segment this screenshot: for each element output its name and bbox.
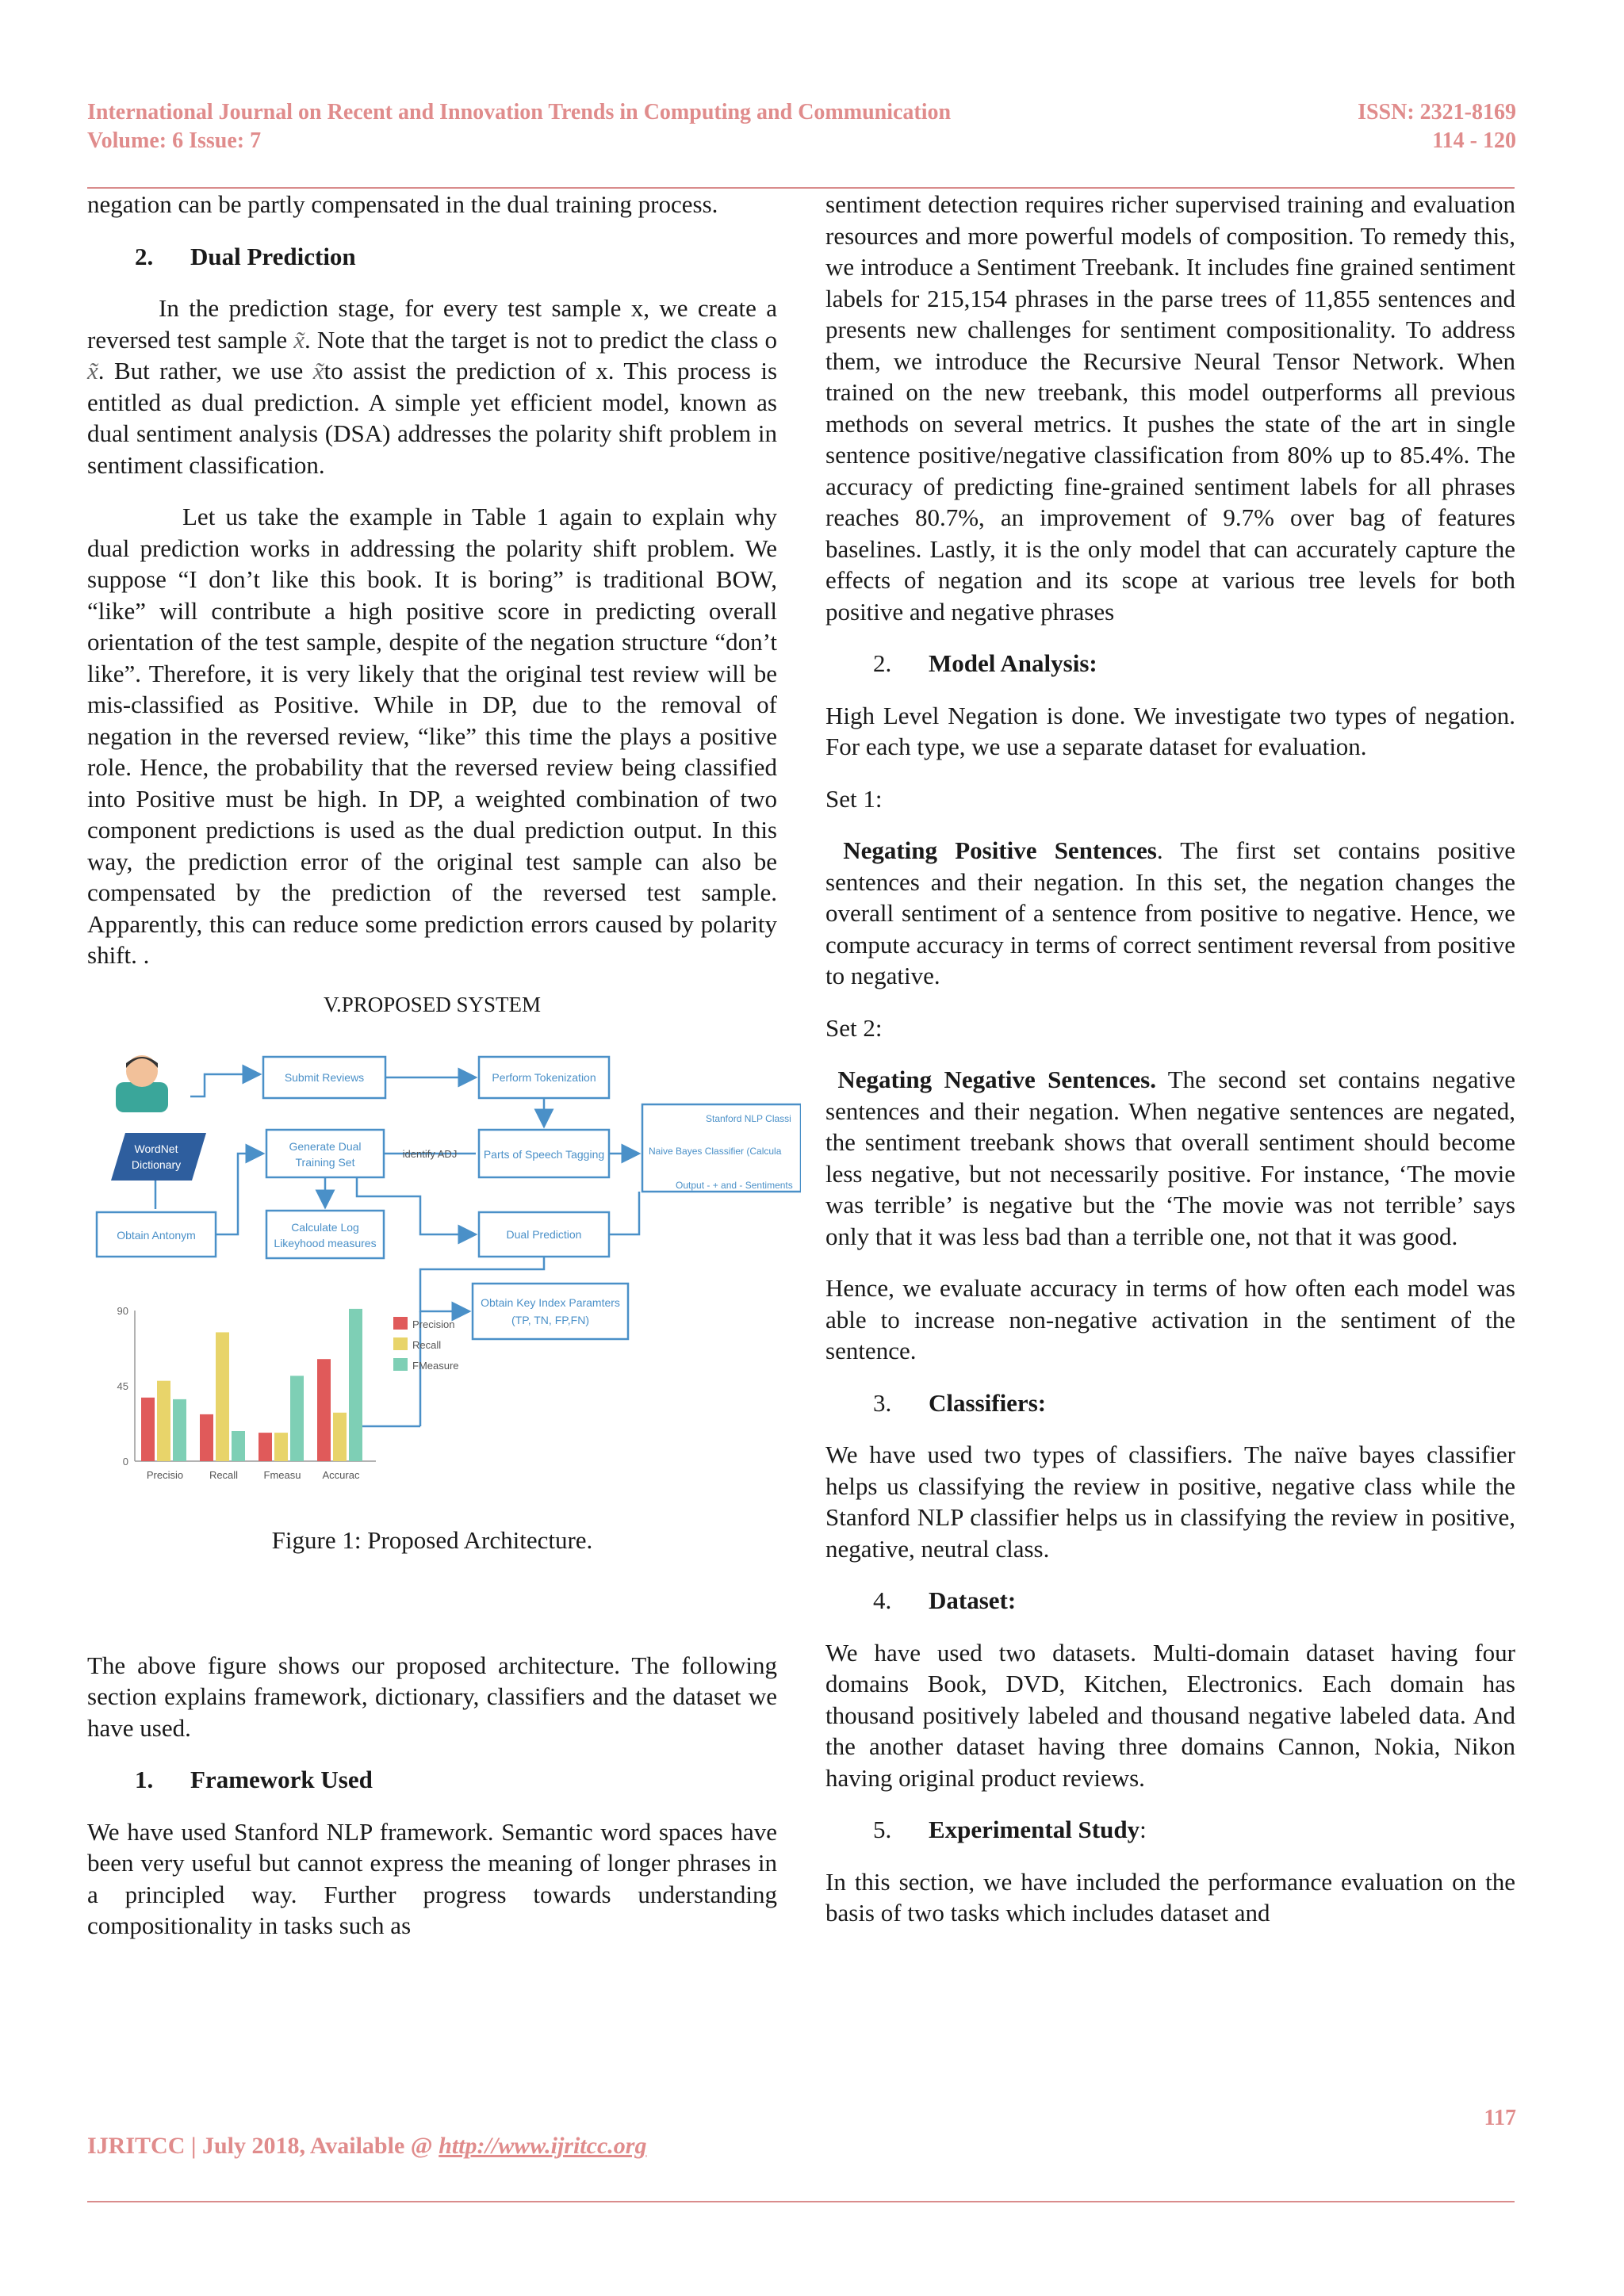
bar-recall-1 [216, 1332, 229, 1461]
set-2-label: Set 2: [825, 1013, 883, 1042]
legend-label: Precision [412, 1318, 455, 1330]
bar-recall-2 [274, 1433, 288, 1461]
journal-issn-block [1358, 98, 1516, 155]
svg-text:Calculate Log: Calculate Log [291, 1220, 359, 1234]
math-x-tilde: x̃ [293, 325, 305, 354]
subsection-heading-model-analysis: 2. Model Analysis: [873, 649, 1097, 677]
figure-caption: Figure 1: Proposed Architecture. [271, 1525, 593, 1554]
bar-precision-0 [141, 1397, 155, 1460]
legend-swatch [393, 1337, 408, 1350]
page-number: 117 [1484, 2106, 1516, 2130]
y-tick-label: 0 [122, 1455, 128, 1468]
calc-log-box [266, 1211, 384, 1258]
bar-precision-2 [259, 1433, 272, 1461]
x-tick-label: Fmeasu [263, 1468, 301, 1481]
legend-label: Recall [412, 1338, 442, 1351]
legend-label: FMeasure [412, 1359, 459, 1372]
paragraph-experimental: In this section, we have included the performance evaluation on the basis of two tasks which includes dataset and [825, 1867, 1515, 1927]
journal-link[interactable]: http://www.ijritcc.org [439, 2133, 647, 2159]
svg-text:Output - + and - Sentiments: Output - + and - Sentiments [676, 1179, 793, 1191]
paragraph: negation can be partly compensated in the dual training process. [87, 190, 718, 218]
subsection-heading-classifiers: 3. Classifiers: [873, 1388, 1047, 1417]
paragraph-example: Let us take the example in Table 1 again to explain why dual prediction works in addressing the polarity shift problem. We suppose “I don’t like this book. It is boring” is traditional BOW, “like” will contribute a high positive score in predicting overall orientation of the test sample, despite of the negation structure “don’t like”. Therefore, it is very likely that the original test review will be mis-classified as Positive. While in DP, due to the removal of negation in the reversed review, “like” this time the plays a positive role. Hence, the probability that the reversed review being classified into Positive must be high. In DP, a weighted combination of two component predictions is used as the dual prediction output. In this way, the prediction error of the original test sample can also be compensated by the prediction of the reversed test sample. Apparently, this can reduce some prediction errors caused by polarity shift. . [87, 503, 777, 969]
paragraph-architecture: The above figure shows our proposed architecture. The following section explains framework, dictionary, classifiers and the dataset we have used. [87, 1651, 777, 1742]
svg-text:Perform Tokenization: Perform Tokenization [492, 1070, 596, 1084]
y-tick-label: 90 [117, 1304, 128, 1317]
y-tick-label: 45 [117, 1380, 128, 1392]
svg-text:Naive Bayes Classifier (Calcul: Naive Bayes Classifier (Calcula [649, 1145, 782, 1157]
paragraph-treebank: sentiment detection requires richer supervised training and evaluation resources and more powerful models of composition. To remedy this, we introduce a Sentiment Treebank. It includes fine grained sentiment labels for 215,154 phrases in the parse trees of 11,855 sentences and presents new challenges for sentiment compositionality. To address them, we introduce the Recursive Neural Tensor Network. When trained on the new treebank, this model outperforms all previous methods on several metrics. It pushes the state of the art in single sentence positive/negative classification from 80% up to 85.4%. The accuracy of predicting fine-grained sentiment labels for all phrases reaches 80.7%, an improvement of 9.7% over bag of features baselines. Lastly, it is the only model that can accurately capture the effects of negation and its scope at various tree levels for both positive and negative phrases [825, 190, 1515, 626]
math-x-tilde: x̃ [312, 357, 324, 385]
footer-rule [87, 2201, 1515, 2202]
paragraph-classifiers: We have used two types of classifiers. The naïve bayes classifier helps us classifying the review in positive, negative class while the Stanford NLP classifier helps us in classifying the review in positive, negative, neutral class. [825, 1441, 1515, 1563]
paragraph-evaluate: Hence, we evaluate accuracy in terms of how often each model was able to increase non-negative activation in the sentiment of the sentence. [825, 1274, 1515, 1364]
footer-text: IJRITCC | July 2018, Available @ http://www.ijritcc.org [87, 2133, 647, 2159]
svg-text:Likeyhood measures: Likeyhood measures [274, 1236, 377, 1249]
bar-precision-1 [200, 1414, 213, 1460]
svg-text:Generate Dual: Generate Dual [289, 1139, 362, 1153]
svg-text:WordNet: WordNet [134, 1142, 178, 1155]
svg-text:Dictionary: Dictionary [131, 1158, 182, 1171]
paragraph-set-2: Negating Negative Sentences. The second set contains negative sentences and their negation. When negative sentences are negated, the sentiment treebank shows that overall sentiment should become less negative, but not necessarily positive. For instance, ‘The movie was terrible’ is negative but the ‘The movie was not terrible’ says only that it was less bad than a terrible one, not that it was good. [825, 1066, 1516, 1250]
subsection-heading-framework: 1. Framework Used [135, 1766, 373, 1793]
bar-recall-3 [333, 1412, 347, 1460]
svg-text:Obtain Key Index Paramters: Obtain Key Index Paramters [481, 1295, 620, 1309]
user-icon [116, 1055, 168, 1112]
paragraph-framework: We have used Stanford NLP framework. Semantic word spaces have been very useful but cannot express the meaning of longer phrases in a principled way. Further progress towards understanding compositionality in tasks such as [87, 1817, 777, 1939]
legend-swatch [393, 1317, 408, 1330]
journal-title: International Journal on Recent and Innovation Trends in Computing and Communication [87, 100, 952, 124]
left-column [87, 189, 793, 1942]
x-tick-label: Accurac [322, 1468, 360, 1481]
svg-text:identify ADJ: identify ADJ [402, 1147, 458, 1160]
architecture-diagram [87, 1054, 801, 1513]
subsection-heading-dual-prediction: 2. Dual Prediction [135, 242, 356, 270]
architecture-figure [87, 1054, 801, 1513]
bar-precision-3 [317, 1359, 331, 1461]
svg-text:Training Set: Training Set [295, 1155, 355, 1169]
x-tick-label: Recall [209, 1468, 239, 1481]
journal-header [87, 98, 951, 155]
legend-swatch [393, 1358, 408, 1371]
bar-fmeasure-3 [349, 1308, 362, 1460]
results-bar-chart [117, 1305, 459, 1481]
paragraph-dual-prediction: In the prediction stage, for every test sample x, we create a reversed test sample x̃. Note that the target is not to predict the class o x̃. But rather, we use x̃to assist the prediction of x. This process is entitled as dual prediction. A simple yet efficient model, known as dual sentiment analysis (DSA) addresses the polarity shift problem in sentiment classification. [87, 294, 778, 479]
journal-volume: Volume: 6 Issue: 7 [87, 128, 262, 153]
svg-text:Obtain Antonym: Obtain Antonym [117, 1228, 196, 1242]
svg-text:Dual Prediction: Dual Prediction [506, 1227, 582, 1241]
key-index-box [473, 1284, 628, 1339]
svg-text:(TP, TN, FP,FN): (TP, TN, FP,FN) [511, 1313, 590, 1326]
svg-text:Stanford NLP Classi: Stanford NLP Classi [706, 1112, 791, 1124]
paragraph-dataset: We have used two datasets. Multi-domain dataset having four domains Book, DVD, Kitchen, Electronics. Each domain has thousand positively labeled and thousand negative labeled data. And the another dataset having three domains Cannon, Nokia, Nikon having original product reviews. [825, 1638, 1515, 1792]
bar-recall-0 [157, 1380, 170, 1460]
wordnet-shape [111, 1133, 206, 1181]
section-title: V.PROPOSED SYSTEM [323, 992, 542, 1016]
right-column [825, 189, 1515, 1929]
x-tick-label: Precisio [146, 1468, 184, 1481]
svg-text:Parts of Speech Tagging: Parts of Speech Tagging [483, 1147, 605, 1161]
math-x-tilde: x̃ [87, 357, 98, 385]
journal-pages: 114 - 120 [1432, 128, 1516, 153]
svg-text:Submit Reviews: Submit Reviews [284, 1070, 365, 1084]
generate-dual-box [266, 1130, 384, 1177]
bar-fmeasure-0 [173, 1399, 186, 1460]
set-1-label: Set 1: [825, 784, 883, 813]
paragraph-set-1: Negating Positive Sentences. The first set contains positive sentences and their negation. In this set, the negation changes the overall sentiment of a sentence from positive to negative. Hence, we compute accuracy in terms of correct sentiment reversal from positive to negative. [825, 836, 1515, 989]
paragraph-negation: High Level Negation is done. We investigate two types of negation. For each type, we use a separate dataset for evaluation. [825, 701, 1515, 760]
subsection-heading-experimental: 5. Experimental Study: [873, 1816, 1147, 1843]
bar-fmeasure-1 [232, 1431, 245, 1461]
subsection-heading-dataset: 4. Dataset: [873, 1586, 1017, 1614]
journal-issn: ISSN: 2321-8169 [1358, 100, 1516, 124]
bar-fmeasure-2 [290, 1376, 304, 1461]
